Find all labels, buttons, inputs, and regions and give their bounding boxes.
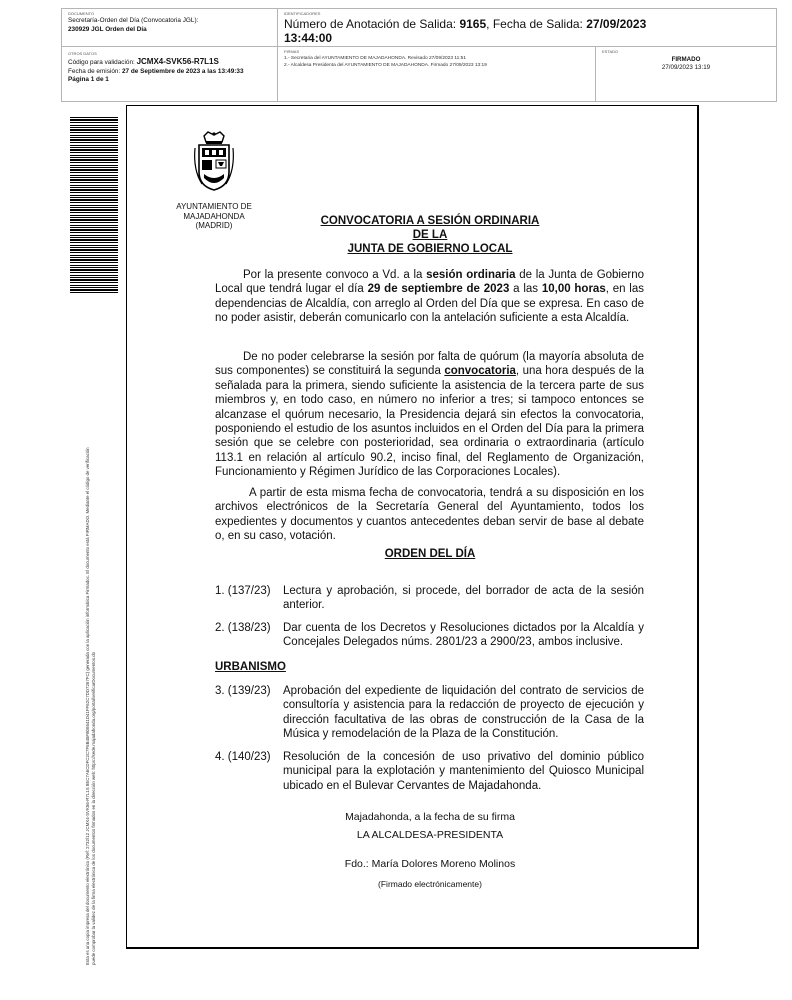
firma-1: 1.- Secretaria del AYUNTAMIENTO DE MAJADAHONDA. Revisado 27/09/2023 11:51 [284, 56, 466, 61]
codigo-validacion: Código para validación: JCMX4-SVK56-R7L1S [68, 57, 219, 66]
estado-label: ESTADO [602, 49, 619, 54]
firmas-label: FIRMAS [284, 49, 300, 54]
documento-line2: 230929 JGL Orden del Día [68, 25, 147, 33]
entity-name [168, 202, 260, 231]
closing-role: LA ALCALDESA-PRESIDENTA [356, 829, 504, 841]
paragraph-convocatoria: Por la presente convoco a Vd. a la sesión ordinaria de la Junta de Gobierno Local que tendrá lugar el día 29 de septiembre de 2023 a las 10,00 horas, en las dependencias de Alcaldía, con arreglo al Orden del Día que se expresa. En caso de no poder asistir, deberán comunicarlo con la antelación suficiente a esta Alcaldía. [215, 269, 645, 325]
identificadores-cell [277, 9, 776, 47]
otros-label: OTROS DATOS [68, 51, 97, 56]
closing-place: Majadahonda, a la fecha de su firma [345, 811, 515, 823]
verification-side-text [85, 285, 96, 965]
estado-cell [595, 47, 776, 101]
side-text-line2: puede comprobar la validez de la firma electrónica de los documentos firmados en la dirección web: https://sede.majadahonda.org/portal/verificarDocumentos.do [90, 651, 96, 965]
agenda-item-number: 1. (137/23) [215, 585, 271, 597]
agenda-item-text: Aprobación del expediente de liquidación del contrato de servicios de consultoría y asistencia para la redacción de proyecto de ejecución y dirección facultativa de las obras de construcción de la Casa de la Música y remodelación de la Plaza de la Constitución. [283, 685, 644, 741]
title-line2: DE LA [412, 229, 448, 241]
entity-line1: AYUNTAMIENTO DE [176, 202, 252, 211]
estado-fecha: 27/09/2023 13:19 [661, 64, 711, 71]
signature-header-box [61, 8, 777, 102]
urbanismo-heading: URBANISMO [215, 661, 286, 673]
entity-line2: MAJADAHONDA [183, 211, 245, 221]
agenda-item-text: Dar cuenta de los Decretos y Resoluciones dictados por la Alcaldía y Concejales Delegados núms. 2801/23 a 2900/23, ambos inclusive. [283, 622, 644, 649]
side-text-line1: Esta es una copia impresa del documento electrónico (Ref: 2732/12 JCMX4-SVK56-R7L1S 8EC7A6CDFC2C7F5B45F806541D41FF62C7DD7267FC) generada con la aplicación informática Firmadoc. El documento está FIRMADO. Mediante el código de verificación [85, 447, 90, 965]
estado-value: FIRMADO [671, 56, 701, 63]
entity-line3: (MADRID) [195, 221, 233, 230]
coat-of-arms-icon [192, 130, 236, 194]
closing-note: (Firmado electrónicamente) [378, 879, 482, 889]
documento-cell [62, 9, 277, 47]
documento-label: DOCUMENTO [68, 11, 95, 16]
title-line3: JUNTA DE GOBIERNO LOCAL [347, 243, 513, 255]
fecha-emision: Fecha de emisión: 27 de Septiembre de 2023 a las 13:49:33 [68, 67, 244, 75]
agenda-item-text: Resolución de la concesión de uso privativo del dominio público municipal para la explotación y mantenimiento del Quiosco Municipal ubicado en el Bulevar Cervantes de Majadahonda. [283, 751, 644, 792]
agenda-item-number: 2. (138/23) [215, 622, 271, 634]
orden-del-dia-heading: ORDEN DEL DÍA [384, 548, 476, 560]
paragraph-quorum: De no poder celebrarse la sesión por falta de quórum (la mayoría absoluta de sus componentes) se constituirá la segunda convocatoria, una hora después de la señalada para la primera, siendo suficiente la asistencia de la tercera parte de sus miembros y, en todo caso, en número no inferior a tres; si tampoco entonces se alcanzase el quórum necesario, la Presidencia dejará sin efectos la convocatoria, posponiendo el estudio de los asuntos incluidos en el Orden del Día para la primera sesión que se celebre con posterioridad, sea ordinaria o extraordinaria (artículo 113.1 en relación al artículo 90.2, inciso final, del Reglamento de Organización, Funcionamiento y Régimen Jurídico de las Corporaciones Locales). [215, 351, 644, 479]
title-line1: CONVOCATORIA A SESIÓN ORDINARIA [320, 215, 540, 227]
documento-line1: Secretaría-Orden del Día (Convocatoria JGL): [68, 17, 199, 24]
agenda-item-number: 4. (140/23) [215, 751, 271, 763]
firmas-cell [277, 47, 595, 101]
anotacion-hora: 13:44:00 [284, 31, 333, 45]
closing-signer: Fdo.: María Dolores Moreno Molinos [344, 858, 516, 870]
firma-2: 2.- Alcaldesa Presidenta del AYUNTAMIENTO DE MAJADAHONDA. Firmado 27/09/2023 13:19 [284, 63, 487, 68]
pagina-count: Página 1 de 1 [68, 76, 109, 83]
barcode [70, 117, 118, 295]
agenda-item-number: 3. (139/23) [215, 685, 271, 697]
anotacion-salida: Número de Anotación de Salida: 9165, Fecha de Salida: 27/09/2023 [284, 17, 647, 31]
agenda-item-text: Lectura y aprobación, si procede, del borrador de acta de la sesión anterior. [283, 585, 644, 612]
identificadores-label: IDENTIFICADORES [284, 11, 321, 16]
otros-datos-cell [62, 47, 277, 101]
paragraph-documentacion: A partir de esta misma fecha de convocatoria, tendrá a su disposición en los archivos electrónicos de la Secretaría General del Ayuntamiento, todos los expedientes y documentos y cuantos antecedentes deban servir de base al debate o, en su caso, votación. [215, 487, 644, 543]
document-title [300, 214, 560, 256]
